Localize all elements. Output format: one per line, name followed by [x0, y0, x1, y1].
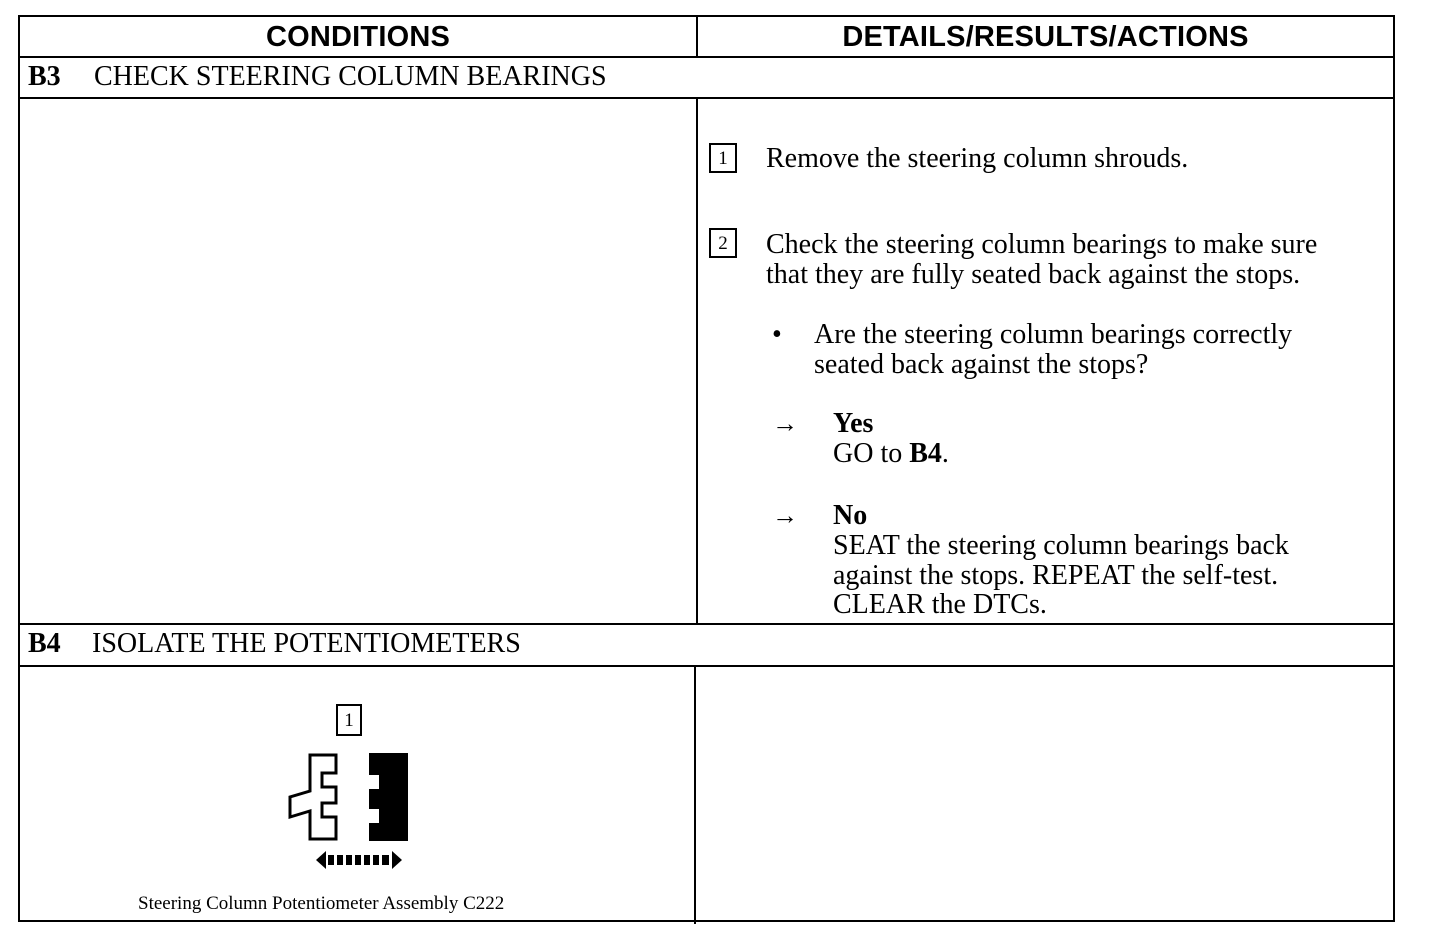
no-label: No [833, 500, 868, 531]
yes-label: Yes [833, 408, 874, 439]
arrow-right-head [392, 851, 402, 869]
arrow-dash-2 [337, 855, 343, 865]
b4-title-divider [20, 665, 1393, 667]
question-line-1: Are the steering column bearings correctly [814, 319, 1293, 350]
arrow-dash-4 [355, 855, 361, 865]
b4-section-title [28, 628, 521, 660]
yes-action-prefix: GO to [833, 438, 910, 469]
no-arrow-icon: → [772, 501, 798, 530]
connector-disconnect-icon [278, 745, 418, 875]
connector-half-solid-shape [369, 753, 408, 841]
conditions-header: CONDITIONS [265, 20, 451, 53]
yes-arrow-icon: → [772, 409, 798, 438]
diagnostic-table [18, 15, 1395, 922]
arrow-dash-5 [364, 855, 370, 865]
b4-title: ISOLATE THE POTENTIOMETERS [92, 628, 521, 659]
details-header: DETAILS/RESULTS/ACTIONS [842, 20, 1249, 53]
step-2-line-1: Check the steering column bearings to make sure [766, 229, 1318, 260]
step-1-box: 1 [709, 143, 737, 173]
no-line-2: against the stops. REPEAT the self-test. [833, 560, 1279, 591]
arrow-dash-3 [346, 855, 352, 865]
no-line-1: SEAT the steering column bearings back [833, 530, 1289, 561]
b4-code: B4 [28, 628, 61, 659]
yes-action-suffix: . [941, 438, 949, 469]
arrow-dash-6 [373, 855, 379, 865]
b3-title-divider [20, 97, 1393, 99]
question-line-2: seated back against the stops? [814, 349, 1149, 380]
arrow-dash-1 [328, 855, 334, 865]
b3-title: CHECK STEERING COLUMN BEARINGS [94, 61, 607, 92]
step-1-text: Remove the steering column shrouds. [766, 143, 1189, 174]
b3-section-title [28, 61, 607, 93]
b3-body-divider [20, 623, 1393, 625]
no-line-3: CLEAR the DTCs. [833, 589, 1047, 620]
figure-step-box: 1 [336, 704, 362, 736]
b3-code: B3 [28, 61, 61, 92]
connector-half-open-shape [290, 755, 336, 839]
yes-action-target[interactable]: B4 [909, 438, 942, 469]
arrow-dash-7 [382, 855, 389, 865]
step-2-box: 2 [709, 228, 737, 258]
arrow-left-head [316, 851, 326, 869]
figure-caption: Steering Column Potentiometer Assembly C222 [138, 893, 505, 914]
b4-column-divider [694, 665, 696, 924]
question-bullet: • [772, 319, 782, 350]
b3-column-divider [696, 97, 698, 624]
step-2-line-2: that they are fully seated back against the stops. [766, 259, 1301, 290]
yes-action [833, 439, 949, 469]
